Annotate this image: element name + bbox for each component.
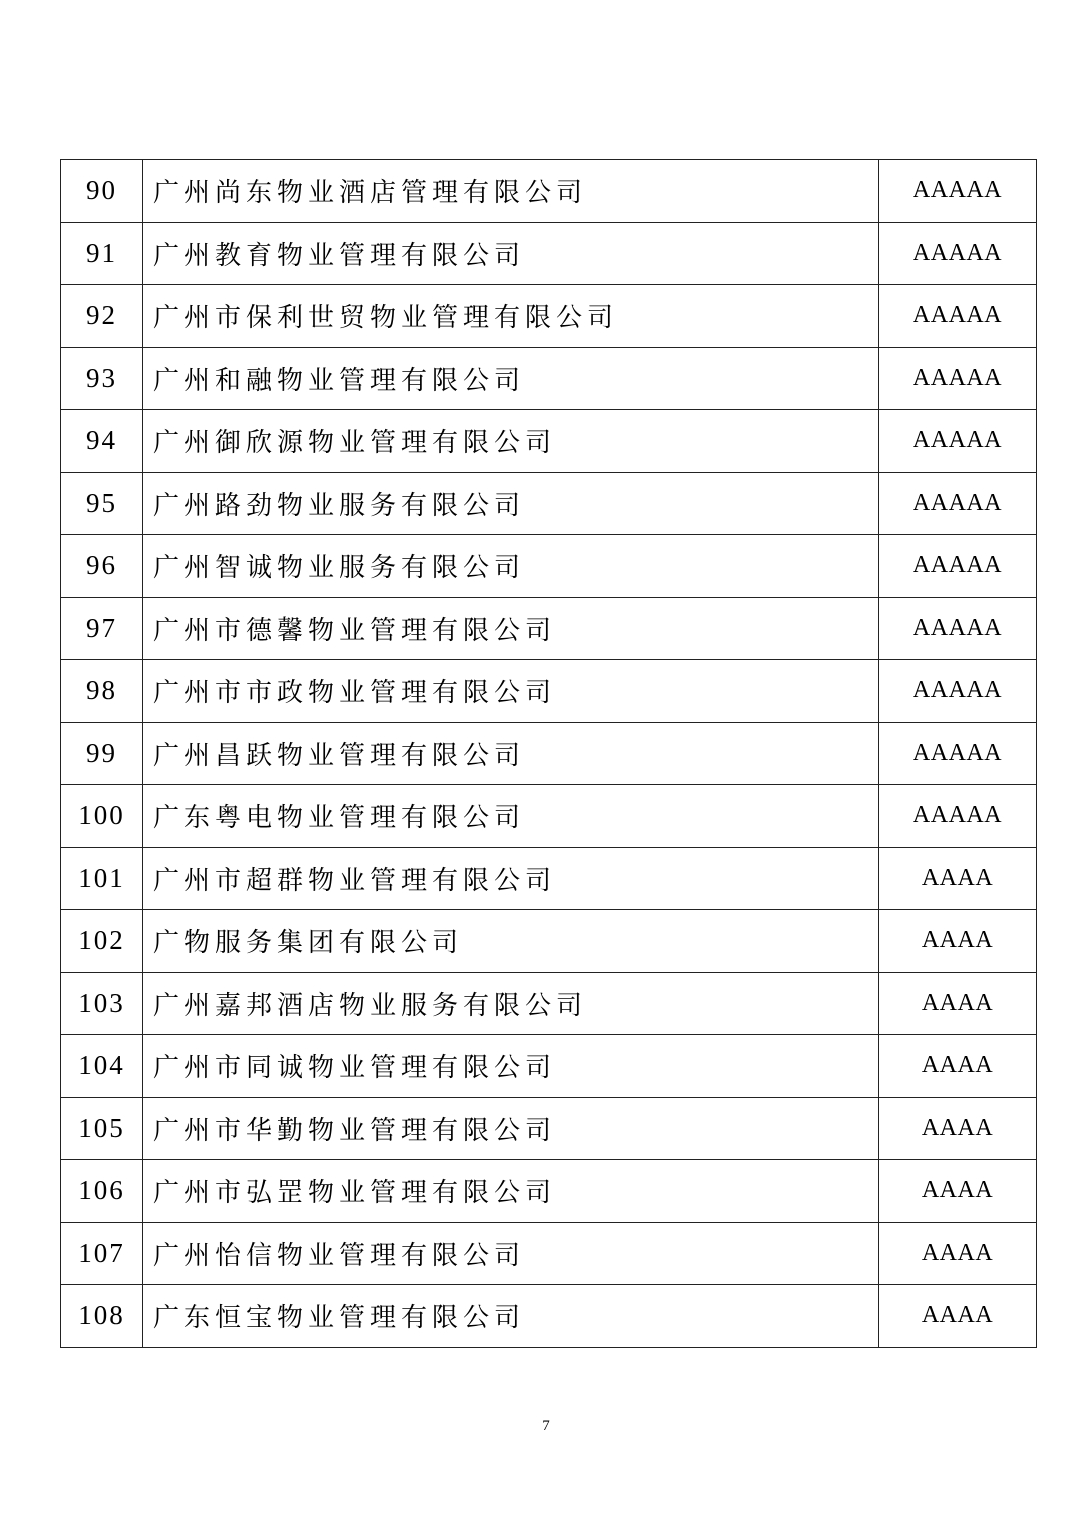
company-name: 广州教育物业管理有限公司 [143, 222, 879, 285]
rating-grade: AAAA [879, 1035, 1037, 1098]
row-number: 95 [61, 472, 143, 535]
company-name: 广州尚东物业酒店管理有限公司 [143, 160, 879, 223]
row-number: 93 [61, 347, 143, 410]
table-row [61, 1160, 1037, 1223]
company-name: 广州市华勤物业管理有限公司 [143, 1097, 879, 1160]
company-name: 广州和融物业管理有限公司 [143, 347, 879, 410]
rating-grade: AAAAA [879, 347, 1037, 410]
company-name: 广州路劲物业服务有限公司 [143, 472, 879, 535]
rating-grade: AAAA [879, 910, 1037, 973]
table-row [61, 535, 1037, 598]
rating-grade: AAAAA [879, 410, 1037, 473]
row-number: 97 [61, 597, 143, 660]
company-name: 广州御欣源物业管理有限公司 [143, 410, 879, 473]
rating-grade: AAAAA [879, 285, 1037, 348]
company-name: 广州市超群物业管理有限公司 [143, 847, 879, 910]
company-name: 广州嘉邦酒店物业服务有限公司 [143, 972, 879, 1035]
rating-grade: AAAAA [879, 535, 1037, 598]
rating-grade: AAAA [879, 1222, 1037, 1285]
row-number: 107 [61, 1222, 143, 1285]
rating-grade: AAAAA [879, 660, 1037, 723]
table-row [61, 160, 1037, 223]
table-row [61, 1035, 1037, 1098]
table-row [61, 472, 1037, 535]
table-row [61, 910, 1037, 973]
company-name: 广州怡信物业管理有限公司 [143, 1222, 879, 1285]
company-name: 广州市市政物业管理有限公司 [143, 660, 879, 723]
row-number: 99 [61, 722, 143, 785]
row-number: 92 [61, 285, 143, 348]
row-number: 108 [61, 1285, 143, 1348]
table-row [61, 660, 1037, 723]
company-name: 广州市弘罡物业管理有限公司 [143, 1160, 879, 1223]
company-name: 广州昌跃物业管理有限公司 [143, 722, 879, 785]
rating-grade: AAAA [879, 847, 1037, 910]
rating-grade: AAAA [879, 1097, 1037, 1160]
table-row [61, 410, 1037, 473]
page-number: 7 [542, 1418, 550, 1434]
row-number: 91 [61, 222, 143, 285]
company-rating-table [60, 159, 1037, 1348]
table-row [61, 597, 1037, 660]
rating-grade: AAAAA [879, 785, 1037, 848]
row-number: 104 [61, 1035, 143, 1098]
company-name: 广物服务集团有限公司 [143, 910, 879, 973]
row-number: 102 [61, 910, 143, 973]
rating-grade: AAAAA [879, 722, 1037, 785]
row-number: 98 [61, 660, 143, 723]
row-number: 105 [61, 1097, 143, 1160]
rating-grade: AAAAA [879, 160, 1037, 223]
company-name: 广州市同诚物业管理有限公司 [143, 1035, 879, 1098]
rating-grade: AAAA [879, 972, 1037, 1035]
table-row [61, 1222, 1037, 1285]
table-row [61, 285, 1037, 348]
rating-grade: AAAAA [879, 472, 1037, 535]
company-name: 广州智诚物业服务有限公司 [143, 535, 879, 598]
table-row [61, 1097, 1037, 1160]
row-number: 90 [61, 160, 143, 223]
row-number: 103 [61, 972, 143, 1035]
row-number: 96 [61, 535, 143, 598]
table-body [61, 160, 1037, 1348]
rating-grade: AAAAA [879, 597, 1037, 660]
rating-grade: AAAA [879, 1285, 1037, 1348]
table-row [61, 347, 1037, 410]
row-number: 106 [61, 1160, 143, 1223]
table-row [61, 222, 1037, 285]
company-name: 广东粤电物业管理有限公司 [143, 785, 879, 848]
company-name: 广州市保利世贸物业管理有限公司 [143, 285, 879, 348]
company-name: 广东恒宝物业管理有限公司 [143, 1285, 879, 1348]
table-row [61, 972, 1037, 1035]
table-row [61, 1285, 1037, 1348]
rating-grade: AAAA [879, 1160, 1037, 1223]
table-row [61, 722, 1037, 785]
rating-grade: AAAAA [879, 222, 1037, 285]
company-name: 广州市德馨物业管理有限公司 [143, 597, 879, 660]
row-number: 101 [61, 847, 143, 910]
row-number: 100 [61, 785, 143, 848]
table-row [61, 785, 1037, 848]
table-row [61, 847, 1037, 910]
row-number: 94 [61, 410, 143, 473]
